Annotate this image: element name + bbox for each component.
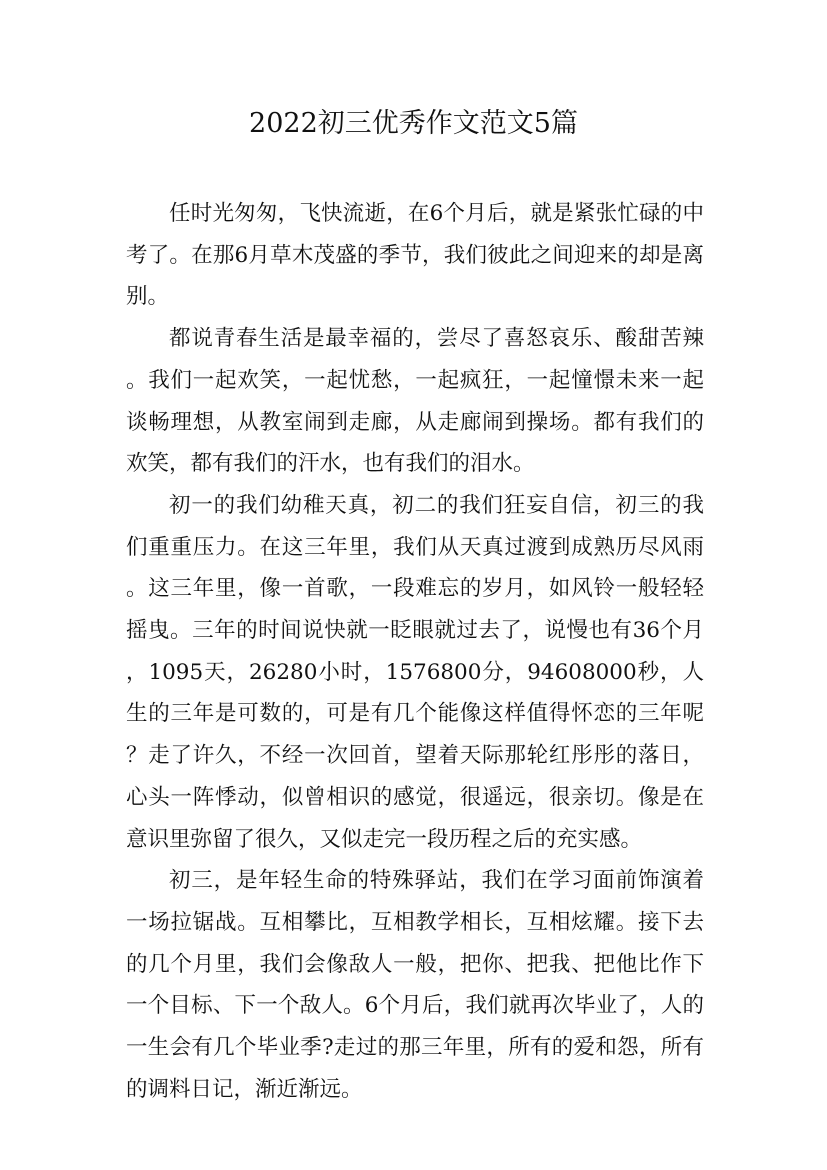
paragraph: 都说青春生活是最幸福的，尝尽了喜怒哀乐、酸甜苦辣。我们一起欢笑，一起忧愁，一起疯狂，一起憧憬未来一起谈畅理想，从教室闹到走廊，从走廊闹到操场。都有我们的欢笑，都有我们的汗水，也有我们的泪水。: [126, 326, 704, 477]
paragraph: 初一的我们幼稚天真，初二的我们狂妄自信，初三的我们重重压力。在这三年里，我们从天真过渡到成熟历尽风雨。这三年里，像一首歌，一段难忘的岁月，如风铃一般轻轻摇曳。三年的时间说快就一眨眼就过去了，说慢也有36个月，1095天，26280小时，1576800分，94608000秒，人生的三年是可数的，可是有几个能像这样值得怀恋的三年呢？走了许久，不经一次回首，望着天际那轮红彤彤的落日，心头一阵悸动，似曾相识的感觉，很遥远，很亲切。像是在意识里弥留了很久，又似走完一段历程之后的充实感。: [126, 492, 704, 852]
paragraph: 初三，是年轻生命的特殊驿站，我们在学习面前饰演着一场拉锯战。互相攀比，互相教学相长，互相炫耀。接下去的几个月里，我们会像敌人一般，把你、把我、把他比作下一个目标、下一个敌人。6个月后，我们就再次毕业了，人的一生会有几个毕业季?走过的那三年里，所有的爱和怨，所有的调料日记，渐近渐远。: [126, 868, 704, 1102]
document-title: 2022初三优秀作文范文5篇: [249, 108, 578, 139]
document-body: [126, 193, 704, 1110]
paragraph: 任时光匆匆，飞快流逝，在6个月后，就是紧张忙碌的中考了。在那6月草木茂盛的季节，我们彼此之间迎来的却是离别。: [126, 201, 704, 310]
